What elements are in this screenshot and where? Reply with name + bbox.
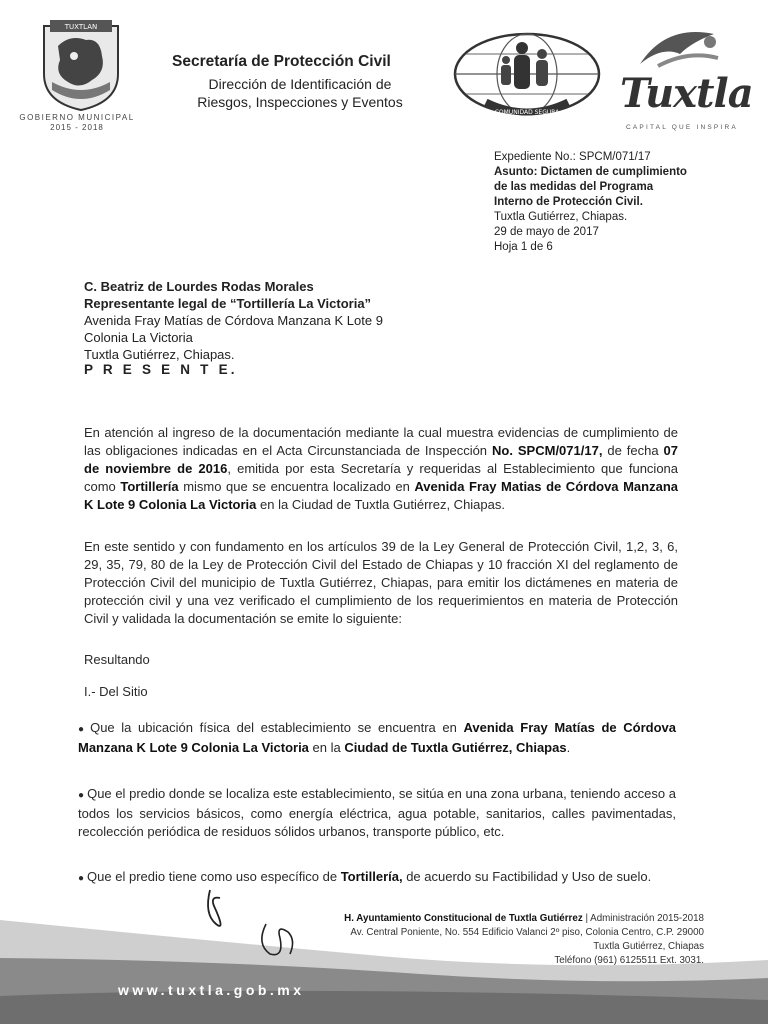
recipient-address-2: Colonia La Victoria (84, 330, 193, 345)
municipal-crest-icon (40, 16, 122, 112)
signature-icon (196, 884, 306, 964)
resultando-heading: Resultando (84, 652, 150, 667)
reference-date: 29 de mayo de 2017 (494, 226, 599, 238)
globe-logo-text: COMUNIDAD SEGURA (494, 109, 560, 116)
bullet-location: ● Que la ubicación física del establecimiento se encuentra en Avenida Fray Matías de Córdova Manzana K Lote 9 Colonia La Victoria en la Ciudad de Tuxtla Gutiérrez, Chiapas. (78, 720, 676, 755)
footer-org-line: H. Ayuntamiento Constitucional de Tuxtla Gutiérrez | Administración 2015-2018 (344, 913, 704, 924)
gov-years: 2015 - 2018 (50, 123, 104, 132)
footer-address-2: Tuxtla Gutiérrez, Chiapas (593, 941, 704, 952)
reference-place: Tuxtla Gutiérrez, Chiapas. (494, 211, 628, 223)
crest-text: TUXTLAN (64, 23, 98, 31)
direction-line-2: Riesgos, Inspecciones y Eventos (197, 94, 403, 110)
asunto-line-3: Interno de Protección Civil. (494, 196, 643, 208)
bullet-land-use: ● Que el predio tiene como uso específico de Tortillería, de acuerdo su Factibilidad y Uso de suelo. (78, 869, 652, 884)
page-number: Hoja 1 de 6 (494, 241, 553, 253)
recipient-address-3: Tuxtla Gutiérrez, Chiapas. (84, 347, 235, 362)
section-del-sitio: I.- Del Sitio (84, 684, 148, 699)
bullet-dot-icon: ● (78, 724, 88, 735)
paragraph-intro: En atención al ingreso de la documentación mediante la cual muestra evidencias de cumplimiento de las obligaciones indicadas en el Acta Circunstanciada de Inspección No. SPCM/071/17, de fecha 07 de noviembre de 2016, emitida por esta Secretaría y requeridas al Establecimiento que funciona como Tortillería mismo que se encuentra localizado en Avenida Fray Matias de Córdova Manzana K Lote 9 Colonia La Victoria en la Ciudad de Tuxtla Gutiérrez, Chiapas. (84, 425, 679, 512)
direction-line-1: Dirección de Identificación de (208, 76, 392, 92)
paragraph-legal-basis: En este sentido y con fundamento en los artículos 39 de la Ley General de Protección Civil, 1,2, 3, 6, 29, 35, 79, 80 de la Ley de Protección Civil del Estado de Chiapas y 10 fracción XI del reglamento de Protección Civil del municipio de Tuxtla Gutiérrez, Chiapas, para emitir los dictámenes en materia de protección civil y una vez verificado el cumplimiento de los requerimientos en materia de Protección Civil y validada la documentación se emite lo siguiente: (84, 539, 678, 626)
footer-phone: Teléfono (961) 6125511 Ext. 3031. (554, 955, 704, 966)
globe-community-icon (452, 30, 602, 122)
expediente-line (494, 150, 651, 165)
recipient-role: Representante legal de “Tortillería La Victoria” (84, 296, 372, 311)
website-link[interactable]: www.tuxtla.gob.mx (118, 982, 305, 998)
asunto-line-2: de las medidas del Programa (494, 181, 654, 193)
city-slogan: CAPITAL QUE INSPIRA (626, 124, 738, 131)
asunto-line-1: Asunto: Dictamen de cumplimiento (494, 166, 687, 178)
city-logo-word: Tuxtla (620, 70, 753, 117)
gov-name: GOBIERNO MUNICIPAL (19, 113, 135, 122)
recipient-name: C. Beatriz de Lourdes Rodas Morales (84, 279, 314, 294)
ministry-title: Secretaría de Protección Civil (172, 53, 391, 70)
expediente-value: SPCM/071/17 (579, 151, 651, 163)
greeting: P R E S E N T E. (84, 362, 238, 377)
bullet-dot-icon: ● (78, 873, 85, 884)
bullet-dot-icon: ● (78, 790, 85, 801)
recipient-address-1: Avenida Fray Matías de Córdova Manzana K Lote 9 (84, 313, 383, 328)
expediente-label: Expediente No.: (494, 151, 576, 163)
footer-address-1: Av. Central Poniente, No. 554 Edificio Valanci 2º piso, Colonia Centro, C.P. 29000 (350, 927, 704, 938)
bullet-urban-zone: ● Que el predio donde se localiza este establecimiento, se sitúa en una zona urbana, teniendo acceso a todos los servicios básicos, como energía eléctrica, agua potable, sanitarios, calles pavimentadas, recolección periódica de residuos sólidos urbanos, transporte público, etc. (78, 786, 676, 839)
